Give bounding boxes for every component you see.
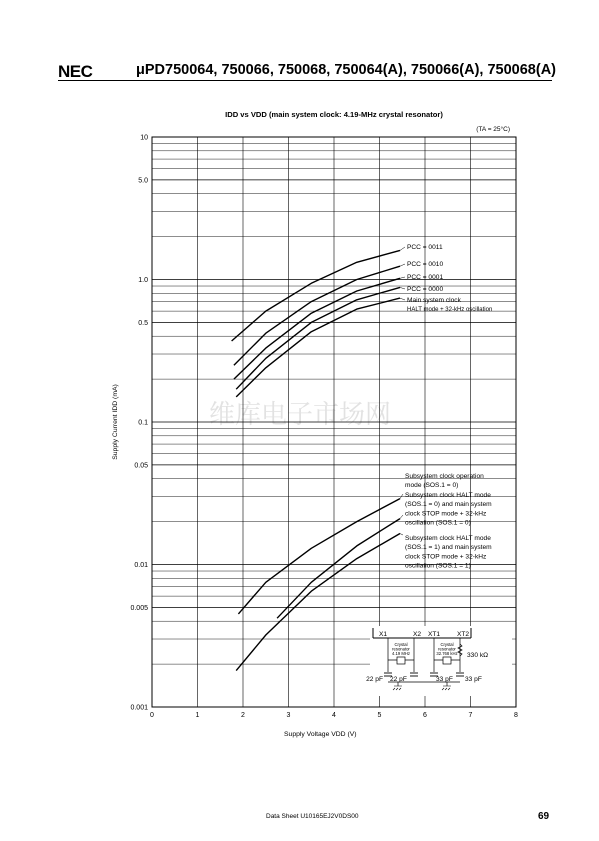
series-label: Main system clock xyxy=(407,297,461,304)
y-tick-label: 5.0 xyxy=(138,177,148,185)
series-label: clock STOP mode + 32-kHz xyxy=(405,553,487,561)
y-tick-label: 0.5 xyxy=(138,319,148,327)
leader-line xyxy=(400,264,405,266)
x-tick-label: 7 xyxy=(468,712,473,719)
cap-main-right-label: 22 pF xyxy=(390,676,407,683)
y-tick-label: 1.0 xyxy=(138,277,148,284)
series-label: (SOS.1 = 1) and main system xyxy=(405,544,492,552)
leader-line xyxy=(400,287,405,289)
crystal-sub-label: Crystal xyxy=(440,642,454,647)
inset-pin-label: X1 xyxy=(378,631,388,638)
y-tick-label: 10 xyxy=(140,134,148,142)
series-label: Subsystem clock HALT mode xyxy=(405,535,491,542)
leader-line xyxy=(400,534,403,535)
series-label: clock STOP mode + 32-kHz xyxy=(405,510,487,518)
cap-main-left-label: 22 pF xyxy=(366,676,383,683)
document-title: μPD750064, 750066, 750068, 750064(A), 750066(A), 750068(A) xyxy=(136,62,556,78)
y-tick-label: 0.01 xyxy=(134,562,148,569)
y-tick-label: 0.001 xyxy=(130,704,148,712)
leader-line xyxy=(400,298,405,300)
crystal-sub-label: 32.768 kHz xyxy=(436,651,458,656)
series-label: oscillation (SOS.1 = 0) xyxy=(405,519,471,527)
nec-logo: NEC xyxy=(58,62,93,81)
crystal-main-label: 4.19 MHz xyxy=(392,651,410,656)
series-label: (SOS.1 = 0) and main system xyxy=(405,501,492,509)
inset-pin-label: XT1 xyxy=(427,631,441,638)
crystal-sub-symbol xyxy=(443,657,451,664)
cap-sub-left-label: 33 pF xyxy=(436,676,453,683)
x-tick-label: 8 xyxy=(514,712,518,719)
x-tick-label: 1 xyxy=(195,712,200,719)
page-number: 69 xyxy=(538,811,550,822)
series-label: PCC = 0000 xyxy=(407,286,444,293)
inset-background xyxy=(370,626,512,696)
crystal-main-symbol xyxy=(397,657,405,664)
series-label: oscillation (SOS.1 = 1) xyxy=(405,562,471,570)
series-curve-7 xyxy=(277,519,400,619)
y-tick-label: 0.1 xyxy=(138,419,148,427)
series-label: Subsystem clock HALT mode xyxy=(405,492,491,499)
y-tick-label: 0.005 xyxy=(130,604,148,612)
y-tick-label: 0.05 xyxy=(134,462,148,470)
series-curve-1 xyxy=(232,250,400,341)
crystal-main-label: Crystal xyxy=(394,642,408,647)
series-label: HALT mode + 32-kHz oscillation xyxy=(407,307,493,314)
series-label: PCC = 0001 xyxy=(407,274,444,281)
x-tick-label: 2 xyxy=(241,712,245,719)
crystal-main-label: resonator xyxy=(392,646,410,652)
x-tick-label: 0 xyxy=(150,712,154,719)
crystal-sub-label: resonator xyxy=(438,646,456,652)
chart-title: IDD vs VDD (main system clock: 4.19-MHz crystal resonator) xyxy=(225,110,443,119)
x-tick-label: 5 xyxy=(377,712,382,719)
leader-line xyxy=(400,515,403,519)
series-label: mode (SOS.1 = 0) xyxy=(405,482,459,490)
series-label: PCC = 0010 xyxy=(407,261,444,268)
x-tick-label: 6 xyxy=(423,712,427,719)
watermark-text: 维库电子市场网 xyxy=(208,399,392,429)
inset-pin-label: XT2 xyxy=(456,631,470,638)
inset-pin-label: X2 xyxy=(412,631,422,638)
datasheet-number: Data Sheet U10165EJ2V0DS00 xyxy=(266,813,359,820)
y-axis-label: Supply Current IDD (mA) xyxy=(112,384,119,460)
x-axis-label: Supply Voltage VDD (V) xyxy=(284,731,357,738)
leader-line xyxy=(400,277,405,278)
x-tick-label: 4 xyxy=(332,712,336,719)
x-tick-label: 3 xyxy=(286,712,291,719)
temperature-condition: (TA = 25°C) xyxy=(476,126,510,133)
leader-line xyxy=(400,247,405,250)
series-curve-5 xyxy=(236,298,400,397)
cap-sub-right-label: 33 pF xyxy=(465,676,482,683)
series-label: Subsystem clock operation xyxy=(405,473,484,480)
resistor-label: 330 kΩ xyxy=(467,652,489,659)
series-label: PCC = 0011 xyxy=(407,244,443,251)
series-curve-6 xyxy=(238,499,400,614)
